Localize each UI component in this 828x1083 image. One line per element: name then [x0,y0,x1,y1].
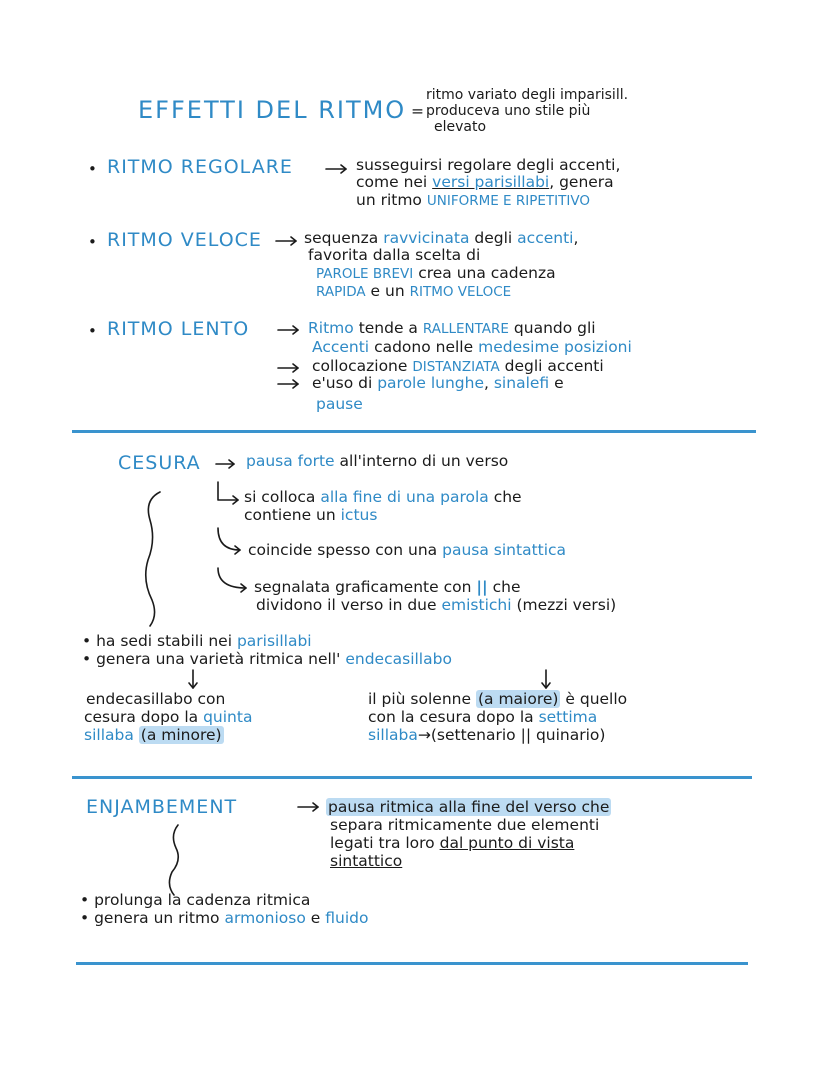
highlight-text: quinta [203,708,253,726]
highlight-text: endecasillabo [345,650,452,668]
highlight-text: pausa forte [246,452,335,470]
text-span: collocazione [312,357,408,375]
text-span: , [483,374,489,392]
bullet-icon: • [88,322,97,340]
veloce-line1: sequenza ravvicinata degli accenti, [304,229,579,247]
text-span: è quello [565,690,628,708]
text-span: e [310,909,321,927]
highlight-text: (a minore) [140,726,222,744]
highlight-text: RITMO VELOCE [409,284,512,300]
ritmo-regolare-heading: RITMO REGOLARE [107,156,293,178]
highlight-text: Accenti [312,338,370,356]
text-span: il più solenne [368,690,472,708]
highlight-text: || [476,578,488,596]
text-span: crea una cadenza [418,264,556,282]
arrow-right-icon [278,364,298,372]
highlight-text: PAROLE BREVI [316,266,414,282]
text-span: contiene un [244,506,336,524]
highlight-text: sillaba [368,726,418,744]
text-span: ha sedi stabili nei [96,632,233,650]
arrow-right-icon [276,237,296,245]
highlight-text: DISTANZIATA [412,359,500,375]
hook-arrow-icon [218,528,240,554]
enjambement-heading: ENJAMBEMENT [86,796,238,818]
regolare-line2 [356,175,614,190]
enjambement-line3 [330,836,574,851]
cesura-heading: CESURA [118,452,201,474]
highlight-text: settima [538,708,598,726]
highlight-text: (a maiore) [477,690,559,708]
text-span: con la cesura dopo la [368,708,534,726]
highlight-text: alla fine di una parola [320,488,489,506]
cesura-maiore-line2 [368,710,597,725]
text-span: →(settenario || quinario) [417,726,606,744]
arrow-down-icon [542,670,550,688]
highlight-text: pausa ritmica alla fine del verso che [328,798,610,816]
highlight-text: fluido [325,909,369,927]
brace-icon [169,825,178,895]
text-span: prolunga la cadenza ritmica [94,891,311,909]
cesura-minore-line1: endecasillabo con [86,690,226,708]
text-span: e un [370,282,405,300]
veloce-line3 [316,266,556,282]
hook-arrow-icon [218,482,238,504]
cesura-maiore-line3 [368,728,605,743]
highlight-text: parisillabi [236,632,312,650]
regolare-line1: susseguirsi regolare degli accenti, [356,156,621,174]
section-divider [76,962,748,965]
text-span: dividono il verso in due [256,596,437,614]
cesura-definition [246,454,508,469]
title-definition-line2: produceva uno stile più [426,103,591,119]
lento-line3 [312,359,604,375]
highlight-text: RAPIDA [316,284,366,300]
text-span: , genera [549,173,614,191]
cesura-maiore-line1 [368,692,627,707]
title-definition-line1: ritmo variato degli imparisill. [426,87,629,103]
enjambement-line4 [330,854,402,869]
text-span: che [493,488,522,506]
section-divider [72,430,756,433]
text-span: come nei [356,173,428,191]
text-span: cesura dopo la [84,708,199,726]
highlight-text: pausa sintattica [442,541,567,559]
text-span: coincide spesso con una [248,541,438,559]
text-span: segnalata graficamente con [254,578,472,596]
text-span: (mezzi versi) [516,596,617,614]
highlight-text: emistichi [441,596,512,614]
enjambement-line2: separa ritmicamente due elementi [330,816,600,834]
text-span: sequenza [304,229,379,247]
highlight-text: armonioso [224,909,306,927]
lento-line5: pause [316,395,363,413]
cesura-bullet1: • ha sedi stabili nei parisillabi [82,632,312,650]
text-span: legati tra loro [330,834,435,852]
bullet-icon: • [88,160,97,178]
cesura-point3-line1 [254,580,521,595]
cesura-point3-line2 [256,598,616,613]
lento-line2 [312,340,632,355]
text-span: si colloca [244,488,316,506]
highlight-text: UNIFORME E RIPETITIVO [426,193,590,209]
lento-line1 [308,321,596,337]
cesura-minore-line3 [84,728,224,743]
arrow-right-icon [326,165,346,173]
text-span: tende a [358,319,418,337]
highlight-text: sinalefi [493,374,550,392]
text-span: all'interno di un verso [339,452,509,470]
text-span: degli [474,229,513,247]
arrow-down-icon [189,670,197,688]
highlight-text: sillaba [84,726,134,744]
enjambement-bullet1: • prolunga la cadenza ritmica [80,891,311,909]
brace-icon [146,492,160,626]
bullet-icon: • [88,233,97,251]
title-equals: = [411,102,424,120]
text-span: quando gli [513,319,596,337]
arrow-right-icon [278,326,298,334]
highlight-text: dal punto di vista [439,834,575,852]
text-span: degli accenti [504,357,604,375]
enjambement-line1 [326,800,611,815]
highlight-text: ravvicinata [383,229,470,247]
text-span: sintattico [330,852,403,870]
cesura-minore-line2 [84,710,252,725]
highlight-text: versi parisillabi [432,173,550,191]
text-span: cadono nelle [374,338,474,356]
text-span: genera una varietà ritmica nell' [96,650,341,668]
lento-line4 [312,376,564,391]
arrow-right-icon [278,380,298,388]
veloce-line2: favorita dalla scelta di [308,246,481,264]
cesura-point1-line2 [244,508,377,523]
highlight-text: parole lunghe [377,374,484,392]
text-span: un ritmo [356,191,422,209]
veloce-line4 [316,284,511,300]
ritmo-veloce-heading: RITMO VELOCE [107,229,262,251]
text-span: e'uso di [312,374,373,392]
highlight-text: accenti [517,229,574,247]
cesura-bullet2: • genera una varietà ritmica nell' endecasillabo [82,650,452,668]
arrow-right-icon [298,803,318,811]
highlight-text: RALLENTARE [422,321,509,337]
title-definition-line3: elevato [434,119,487,135]
ritmo-lento-heading: RITMO LENTO [107,318,250,340]
hook-arrow-icon [218,568,246,592]
text-span: e [554,374,564,392]
text-span: che [492,578,521,596]
cesura-point2 [248,543,566,558]
highlight-text: Ritmo [308,319,354,337]
arrow-right-icon [216,460,234,468]
highlight-text: medesime posizioni [478,338,632,356]
cesura-point1-line1 [244,490,522,505]
page-title: EFFETTI DEL RITMO [138,96,407,124]
enjambement-bullet2: • genera un ritmo armonioso e fluido [80,909,369,927]
text-span: genera un ritmo [94,909,220,927]
section-divider [72,776,752,779]
highlight-text: ictus [340,506,378,524]
regolare-line3 [356,193,590,209]
